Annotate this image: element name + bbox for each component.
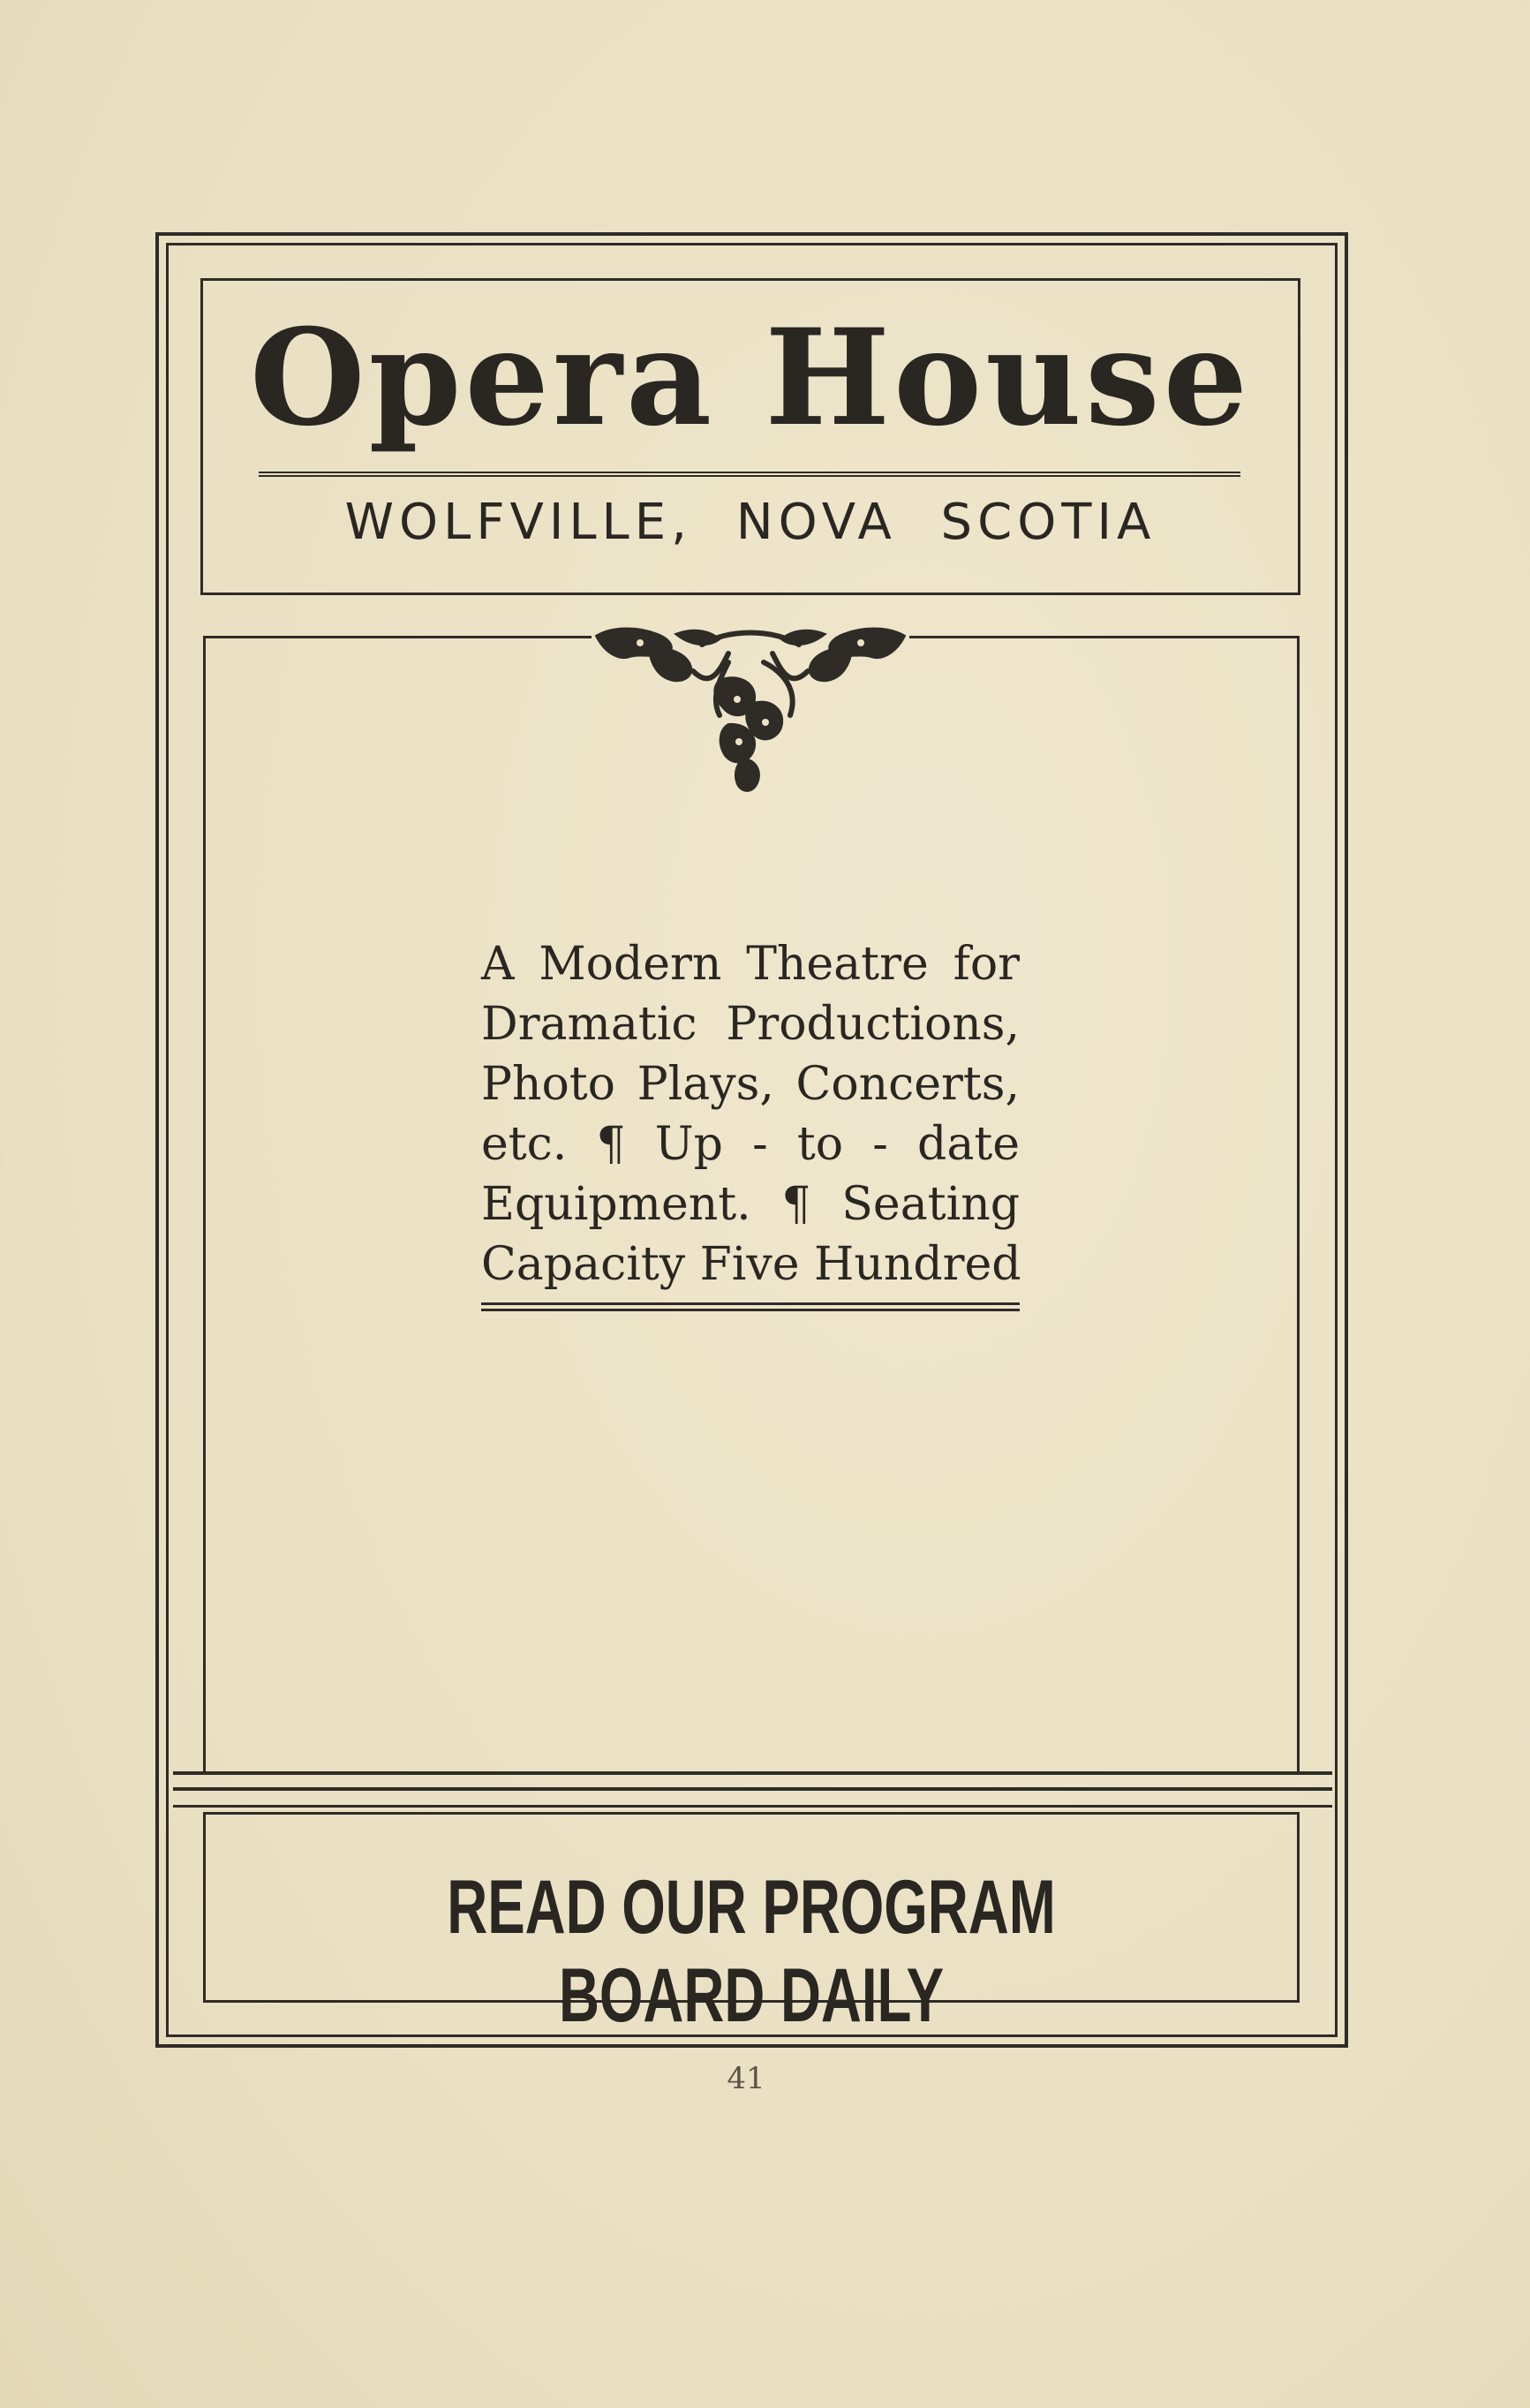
- page-title: Opera House: [249, 300, 1252, 456]
- description-line: Capacity Five Hundred: [481, 1238, 1021, 1291]
- description-text: [481, 934, 1020, 1295]
- footer-slogan: READ OUR PROGRAM BOARD DAILY: [447, 1865, 1056, 2038]
- description-double-rule: [481, 1302, 1020, 1311]
- description-line: A Modern Theatre for: [481, 938, 1020, 991]
- page-number: 41: [727, 2061, 765, 2096]
- description-line: Photo Plays, Concerts,: [481, 1058, 1020, 1111]
- description-box-top-left-rule: [203, 636, 592, 638]
- description-line: Equipment. ¶ Seating: [481, 1178, 1020, 1231]
- description-line: Dramatic Productions,: [481, 998, 1020, 1051]
- floral-leaf-ornament-icon: [587, 618, 914, 804]
- separator-rule: [173, 1787, 1332, 1791]
- separator-rule: [173, 1771, 1332, 1775]
- description-box-top-right-rule: [909, 636, 1300, 638]
- title-rule: [259, 472, 1240, 477]
- separator-rule: [173, 1805, 1332, 1808]
- location-subtitle: WOLFVILLE, NOVA SCOTIA: [344, 494, 1157, 551]
- description-line: etc. ¶ Up - to - date: [481, 1118, 1020, 1171]
